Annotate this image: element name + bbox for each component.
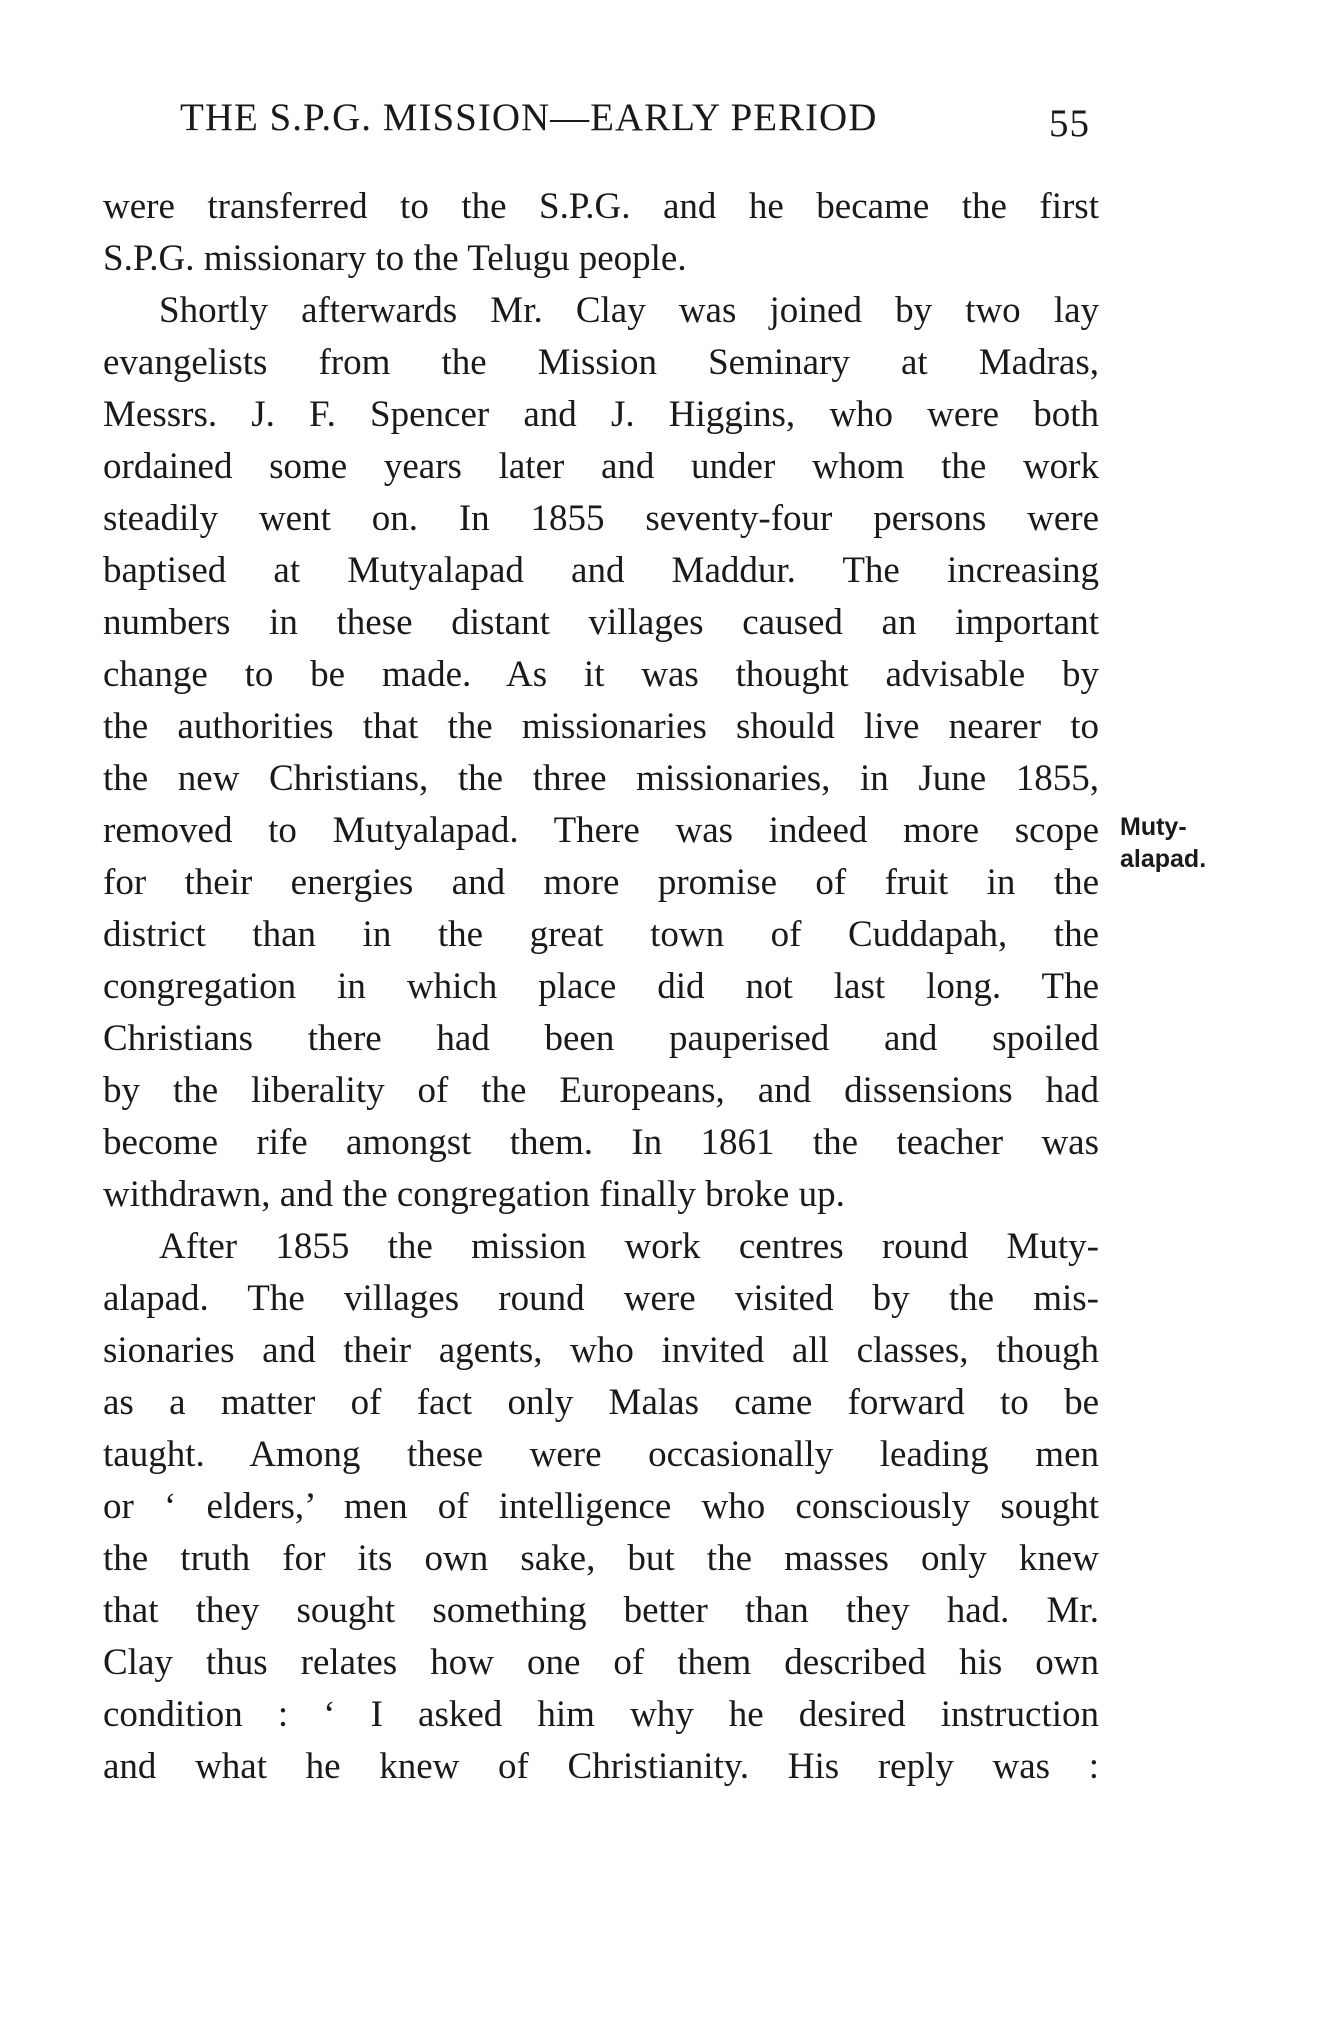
text-line: district than in the great town of Cuddapah, the — [103, 914, 1099, 955]
text-line: by the liberality of the Europeans, and dissensions had — [103, 1070, 1099, 1111]
text-line: alapad. The villages round were visited by the mis- — [103, 1278, 1099, 1319]
text-line: baptised at Mutyalapad and Maddur. The increasing — [103, 550, 1099, 591]
text-line: Clay thus relates how one of them described his own — [103, 1642, 1099, 1683]
text-line: become rife amongst them. In 1861 the teacher was — [103, 1122, 1099, 1163]
text-line: condition : ‘ I asked him why he desired instruction — [103, 1694, 1099, 1735]
text-line: After 1855 the mission work centres round Muty- — [159, 1226, 1099, 1267]
text-line: withdrawn, and the congregation finally broke up. — [103, 1174, 845, 1215]
running-head — [180, 95, 1090, 145]
page-number: 55 — [1049, 102, 1090, 145]
text-line: steadily went on. In 1855 seventy-four persons were — [103, 498, 1099, 539]
text-line: and what he knew of Christianity. His reply was : — [103, 1746, 1099, 1787]
text-line: Christians there had been pauperised and spoiled — [103, 1018, 1099, 1059]
text-line: or ‘ elders,’ men of intelligence who consciously sought — [103, 1486, 1099, 1527]
text-line: sionaries and their agents, who invited all classes, though — [103, 1330, 1099, 1371]
text-line: Shortly afterwards Mr. Clay was joined by two lay — [159, 290, 1099, 331]
margin-note-line: Muty- — [1120, 813, 1187, 841]
text-line: taught. Among these were occasionally leading men — [103, 1434, 1099, 1475]
text-line: ordained some years later and under whom the work — [103, 446, 1099, 487]
text-line: were transferred to the S.P.G. and he became the first — [103, 186, 1099, 227]
text-line: that they sought something better than they had. Mr. — [103, 1590, 1099, 1631]
text-line: evangelists from the Mission Seminary at Madras, — [103, 342, 1099, 383]
margin-note-line: alapad. — [1120, 845, 1207, 873]
text-line: removed to Mutyalapad. There was indeed more scope — [103, 810, 1099, 851]
text-line: the authorities that the missionaries should live nearer to — [103, 706, 1099, 747]
running-title: THE S.P.G. MISSION—EARLY PERIOD — [180, 96, 878, 139]
text-line: Messrs. J. F. Spencer and J. Higgins, who were both — [103, 394, 1099, 435]
text-line: as a matter of fact only Malas came forward to be — [103, 1382, 1099, 1423]
body-text — [103, 181, 1099, 1793]
text-line: S.P.G. missionary to the Telugu people. — [103, 238, 687, 279]
text-line: the truth for its own sake, but the masses only knew — [103, 1538, 1099, 1579]
text-line: change to be made. As it was thought advisable by — [103, 654, 1099, 695]
margin-note — [1120, 811, 1206, 875]
text-line: congregation in which place did not last long. The — [103, 966, 1099, 1007]
text-line: numbers in these distant villages caused an important — [103, 602, 1099, 643]
text-line: for their energies and more promise of fruit in the — [103, 862, 1099, 903]
text-line: the new Christians, the three missionaries, in June 1855, — [103, 758, 1099, 799]
